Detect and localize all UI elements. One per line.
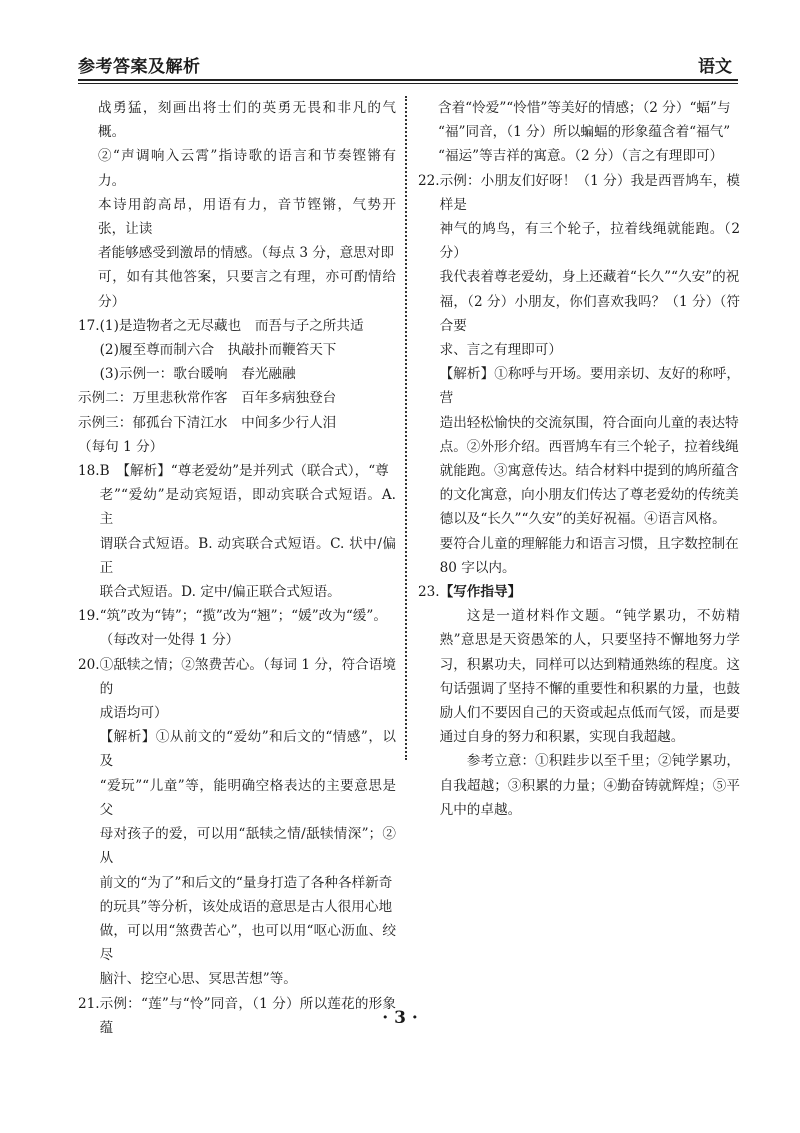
question-number: 20. (78, 656, 100, 673)
text-line: 可，如有其他答案，只要言之有理，亦可酌情给分） (98, 269, 396, 310)
question-19 (78, 604, 396, 652)
question-23 (418, 580, 740, 822)
text-line: ②“声调响入云霄”指诗歌的语言和节奏铿锵有力。 (98, 148, 396, 189)
header-rule-thin (78, 83, 738, 84)
text-line: “爱玩”“儿童”等，能明确空格表达的主要意思是父 (99, 777, 396, 818)
writing-guide-paragraph: 这是一道材料作文题。“钝学累功，不妨精熟”意思是天资愚笨的人，只要坚持不懈地努力学习，积累功夫，同样可以达到精通熟练的程度。这句话强调了坚持不懈的重要性和积累的力量，也鼓励人们不要因自己的天资或起点低而气馁，而是要通过自身的努力和积累，实现自我超越。 (439, 608, 740, 746)
text-line: (2)履至尊而制六合 执敲扑而鞭笞天下 (99, 342, 337, 359)
text-line: 求、言之有理即可） (439, 342, 562, 359)
question-number: 21. (78, 995, 100, 1012)
text-line: 神气的鸠鸟，有三个轮子，拉着线绳就能跑。（2 分） (439, 221, 740, 262)
text-line: 者能够感受到激昂的情感。（每点 3 分，意思对即 (98, 245, 394, 262)
text-line: 80 字以内。 (439, 559, 516, 576)
text-line: 点。②外形介绍。西晋鸠车有三个轮子，拉着线绳 (439, 438, 739, 455)
column-divider (405, 96, 407, 760)
text-line: 要符合儿童的理解能力和语言习惯，且字数控制在 (439, 535, 739, 552)
text-line: ①舐犊之情；②煞费苦心。（每词 1 分，符合语境的 (99, 656, 396, 697)
header-rule (78, 79, 738, 81)
text-line: 【解析】①称呼与开场。要用亲切、友好的称呼，营 (439, 366, 740, 407)
question-number: 19. (78, 608, 100, 625)
question-number: 22. (418, 172, 440, 189)
header-title: 参考答案及解析 (78, 57, 201, 77)
q17-examples (78, 386, 396, 459)
text-line: 【解析】①从前文的“爱幼”和后文的“情感”，以及 (99, 729, 396, 770)
text-line: “福运”等吉祥的寓意。（2 分）（言之有理即可） (438, 148, 724, 165)
left-column (78, 96, 396, 1040)
writing-guide-heading: 【写作指导】 (439, 584, 522, 601)
question-22 (418, 169, 740, 580)
question-18 (78, 459, 396, 604)
text-line: 母对孩子的爱，可以用“舐犊之情/舐犊情深”；②从 (99, 826, 396, 867)
text-line: “筑”改为“铸”；“揽”改为“翘”；“媛”改为“缓”。 (99, 608, 387, 625)
text-line: 本诗用韵高昂，用语有力，音节铿锵，气势开张，让读 (98, 196, 396, 238)
text-line: 的文化寓意，向小朋友们传达了尊老爱幼的传统美 (439, 487, 739, 504)
text-line: 示例：“莲”与“怜”同音，（1 分）所以莲花的形象蕴 (99, 995, 396, 1036)
header-subject: 语文 (698, 57, 732, 77)
question-number: 23. (418, 584, 440, 601)
right-column (418, 96, 740, 822)
q16-continuation (78, 96, 396, 314)
text-line: (1)是造物者之无尽藏也 而吾与子之所共适 (99, 317, 364, 334)
text-line: 我代表着尊老爱幼，身上还藏着“长久”“久安”的祝 (439, 269, 740, 286)
text-line: 就能跑。③寓意传达。结合材料中提到的鸠所蕴含 (439, 463, 739, 480)
text-line: 老”“爱幼”是动宾短语，即动宾联合式短语。A. 主 (99, 487, 396, 528)
question-number: 17. (78, 317, 100, 334)
text-line: 战勇猛，刻画出将士们的英勇无畏和非凡的气概。 (98, 100, 396, 141)
text-line: 前文的“为了”和后文的“量身打造了各种各样新奇 (99, 874, 393, 891)
text-line: 的玩具”等分析，该处成语的意思是古人很用心地 (99, 898, 393, 915)
text-line: (3)示例一：歌台暖响 春光融融 (99, 366, 296, 383)
text-line: “福”同音，（1 分）所以蝙蝠的形象蕴含着“福气” (438, 124, 731, 141)
text-line: 示例二：万里悲秋常作客 百年多病独登台 (78, 390, 337, 407)
text-line: 脑汁、挖空心思、冥思苦想”等。 (99, 971, 297, 988)
text-line: 含着“怜爱”“怜惜”等美好的情感；（2 分）“蝠”与 (438, 100, 731, 116)
text-line: 造出轻松愉快的交流氛围，符合面向儿童的表达特 (439, 414, 739, 431)
text-line: 联合式短语。D. 定中/偏正联合式短语。 (99, 584, 341, 601)
reference-ideas: 参考立意：①积跬步以至千里；②钝学累功，自我超越；③积累的力量；④勤奋铸就辉煌；⑤平凡中的卓越。 (439, 753, 740, 818)
page-number: · 3 · (382, 1008, 418, 1028)
text-line: 谓联合式短语。B. 动宾联合式短语。C. 状中/偏正 (99, 535, 396, 576)
text-line: 成语均可） (99, 705, 168, 722)
text-line: 示例：小朋友们好呀！（1 分）我是西晋鸠车，模样是 (439, 172, 740, 213)
text-line: （每句 1 分） (78, 438, 164, 455)
q21-continuation (418, 96, 740, 169)
text-line: 示例三：郁孤台下清江水 中间多少行人泪 (78, 414, 337, 431)
question-17 (78, 314, 396, 387)
text-line: 做，可以用“煞费苦心”，也可以用“呕心沥血、绞尽 (99, 922, 396, 964)
question-20 (78, 653, 396, 992)
text-line: 福，（2 分）小朋友，你们喜欢我吗？（1 分）（符合要 (439, 293, 740, 334)
text-line: （每改对一处得 1 分） (99, 632, 240, 649)
page-header (78, 50, 738, 84)
text-line: B 【解析】“尊老爱幼”是并列式（联合式），“尊 (99, 463, 389, 480)
question-number: 18. (78, 463, 100, 480)
text-line: 德以及“长久”“久安”的美好祝福。④语言风格。 (439, 511, 726, 528)
